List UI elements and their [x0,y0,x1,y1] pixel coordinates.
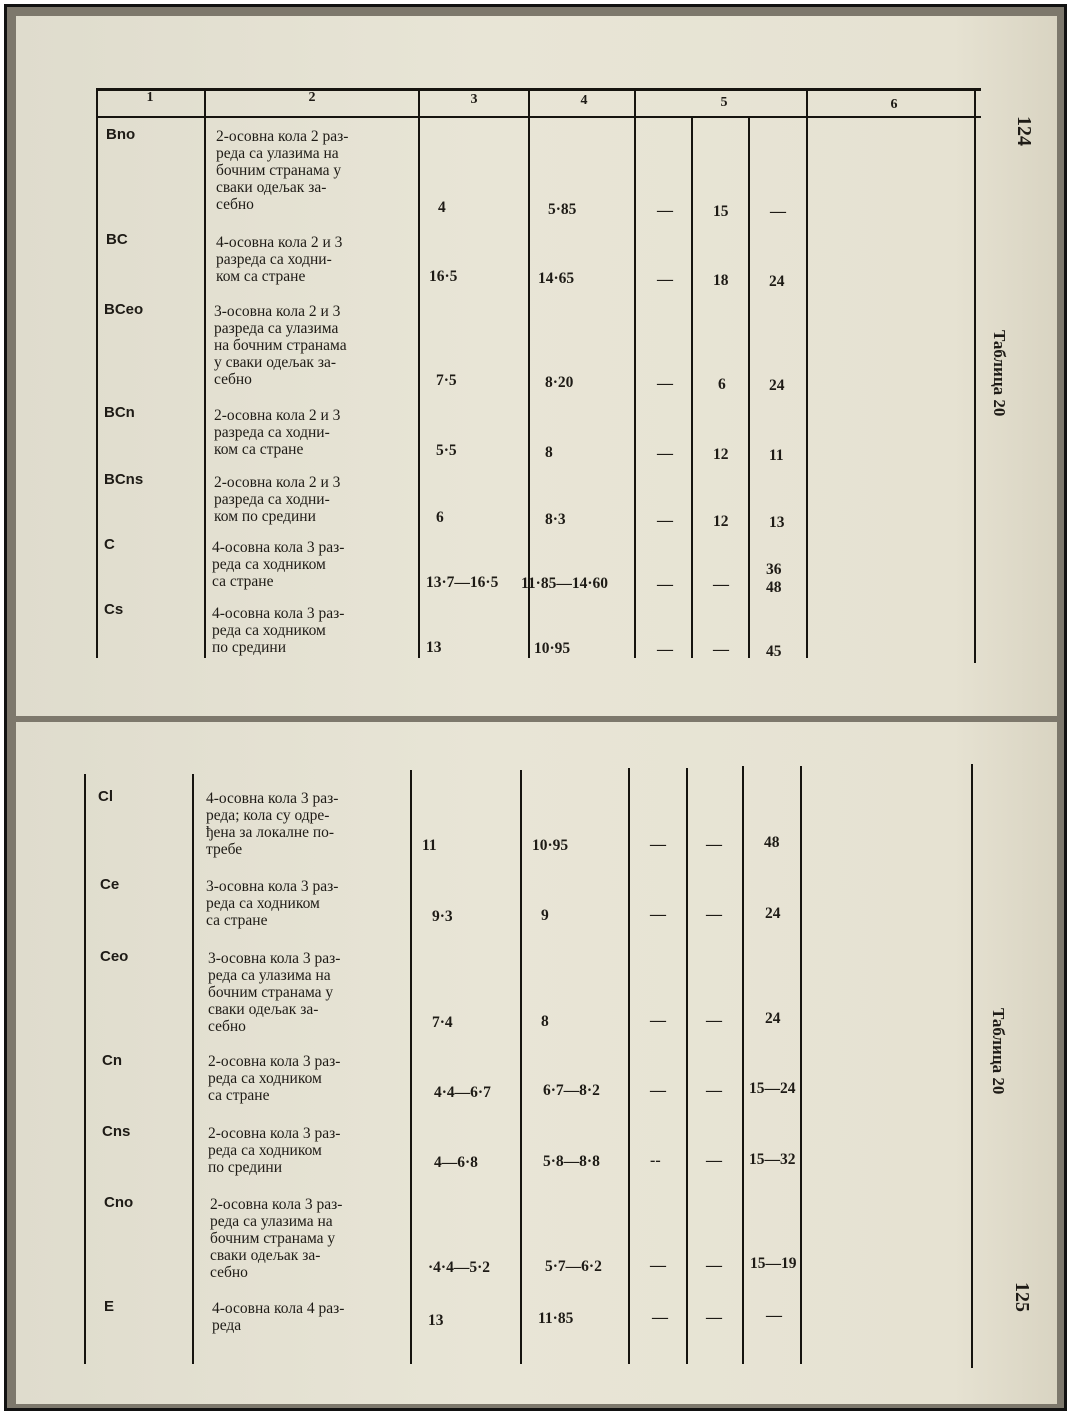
cell-col4: 10·95 [532,837,569,854]
cell-col3: 9·3 [432,908,453,925]
page-number: 124 [1013,116,1035,146]
row-description: 2-осовна кола 2 и 3 разреда са ходни- ком по средини [214,474,341,525]
row-description: 2-осовна кола 3 раз- реда са улазима на бочним странама у сваки одељак за- себно [210,1196,343,1281]
row-description: 3-осовна кола 3 раз- реда са ходником са стране [206,878,339,929]
col-rule-6 [800,766,802,1364]
cell-col5a: — [650,906,666,923]
col-rule-end [974,88,976,663]
table-side-title: Таблица 20 [990,330,1009,417]
cell-col5b: — [713,576,729,593]
col-rule-5 [628,768,630,1364]
cell-col5a: — [650,1082,666,1099]
row-code: BCeo [104,301,144,318]
header-col-4: 4 [580,93,588,108]
cell-col4: 8·3 [545,511,566,528]
row-description: 4-осовна кола 2 и 3 разреда са ходни- ком са стране [216,234,343,285]
cell-col5a: — [657,512,673,529]
cell-col5b: — [713,641,729,658]
cell-col5b: 6 [718,376,726,393]
cell-col4: 11·85 [538,1310,574,1327]
row-description: 3-осовна кола 2 и 3 разреда са улазима на бочним странама у сваки одељак за- себно [214,303,347,388]
cell-col5c: 15—24 [749,1080,796,1097]
page-number: 125 [1011,1282,1033,1312]
row-code: Cn [102,1052,122,1069]
row-description: 4-осовна кола 4 раз- реда [212,1300,345,1334]
cell-col5b: 15 [713,203,729,220]
cell-col3: 13·7—16·5 [426,574,499,591]
cell-col5c: 24 [765,905,781,922]
cell-col3: ·4·4—5·2 [428,1259,491,1276]
header-col-6: 6 [890,97,898,112]
header-col-1: 1 [146,90,154,105]
cell-col5c: 24 [769,273,785,290]
cell-col3: 6 [436,509,444,526]
row-description: 2-осовна кола 2 раз- реда са улазима на бочним странама у сваки одељак за- себно [216,128,349,213]
row-code: E [104,1298,115,1315]
cell-col5b: 12 [713,513,729,530]
header-rule [96,116,981,118]
cell-col5a: — [650,836,666,853]
col-rule-3 [418,88,420,658]
cell-col5a: — [657,641,673,658]
row-description: 4-осовна кола 3 раз- реда са ходником са стране [212,539,345,590]
cell-col3: 4—6·8 [434,1154,478,1171]
header-col-3: 3 [470,92,478,107]
cell-col5c: 45 [766,643,782,660]
cell-col5b: 18 [713,272,729,289]
cell-col5c: 48 [764,834,780,851]
header-col-5: 5 [720,95,728,110]
col-rule-6 [806,88,808,658]
row-description: 3-осовна кола 3 раз- реда са улазима на бочним странама у сваки одељак за- себно [208,950,341,1035]
col-rule-5 [634,88,636,658]
cell-col4: 14·65 [538,270,575,287]
cell-col5a: — [657,445,673,462]
row-code: BCn [104,404,135,421]
cell-col5a: — [652,1309,668,1326]
cell-col4: 8·20 [545,374,574,391]
cell-col5a: — [650,1257,666,1274]
cell-col5a: — [657,375,673,392]
row-description: 4-осовна кола 3 раз- реда са ходником по средини [212,605,345,656]
row-code: Cs [104,601,124,618]
cell-col3: 16·5 [429,268,458,285]
cell-col4: 5·85 [548,201,577,218]
cell-col5a: — [657,576,673,593]
col-rule-4 [520,770,522,1364]
col-rule-4 [528,88,530,658]
table-top-rule [96,88,981,91]
table-side-title: Таблица 20 [989,1008,1008,1095]
cell-col3: 5·5 [436,442,457,459]
col-rule-end [971,764,973,1368]
cell-col5b: — [706,836,722,853]
cell-col5b: — [706,1012,722,1029]
cell-col5a: — [650,1012,666,1029]
row-code: Cl [98,788,113,805]
cell-col5a: — [657,202,673,219]
cell-col4: 10·95 [534,640,571,657]
cell-col5c: 24 [769,377,785,394]
cell-col5c: — [766,1307,782,1324]
cell-col4: 5·7—6·2 [545,1258,602,1275]
cell-col5b: — [706,1309,722,1326]
cell-col5b: — [706,1082,722,1099]
cell-col5a: — [657,271,673,288]
row-description: 2-осовна кола 2 и 3 разреда са ходни- ком са стране [214,407,341,458]
cell-col3: 13 [428,1312,444,1329]
col-rule-5b [742,766,744,1364]
cell-col4: 8 [545,444,553,461]
cell-col4: 5·8—8·8 [543,1153,600,1170]
row-code: Bno [106,126,136,143]
cell-col5c: 13 [769,514,785,531]
cell-col5b: — [706,1257,722,1274]
cell-col4: 6·7—8·2 [543,1082,600,1099]
col-rule-1 [84,774,86,1364]
col-rule-5b [748,116,750,658]
row-description: 4-осовна кола 3 раз- реда; кола су одре- ђена за локалне по- требе [206,790,339,858]
row-code: Ce [100,876,120,893]
col-rule-2 [192,774,194,1364]
cell-col5c: 15—32 [749,1151,796,1168]
cell-col4: 9 [541,907,549,924]
cell-col3: 7·5 [436,372,457,389]
row-code: Ceo [100,948,129,965]
row-description: 2-осовна кола 3 раз- реда са ходником по средини [208,1125,341,1176]
cell-col5c: — [770,203,786,220]
cell-col5c: 24 [765,1010,781,1027]
col-rule-2 [204,88,206,658]
cell-col4: 8 [541,1013,549,1030]
cell-col5c: 11 [769,447,784,464]
cell-col5b: — [706,1152,722,1169]
row-code: BC [106,231,128,248]
cell-col5c: 36 48 [766,561,782,596]
cell-col5a: -- [650,1152,661,1169]
cell-col3: 4 [438,199,446,216]
col-rule-3 [410,770,412,1364]
cell-col5b: — [706,906,722,923]
header-col-2: 2 [308,90,316,105]
cell-col3: 11 [422,837,437,854]
col-rule-5a [691,116,693,658]
row-code: C [104,536,115,553]
row-description: 2-осовна кола 3 раз- реда са ходником са стране [208,1053,341,1104]
cell-col4: 11·85—14·60 [521,575,608,592]
col-rule-5a [686,768,688,1364]
cell-col3: 13 [426,639,442,656]
row-code: Cno [104,1194,134,1211]
cell-col5b: 12 [713,446,729,463]
page-125 [16,722,1057,1404]
cell-col3: 7·4 [432,1014,453,1031]
row-code: Cns [102,1123,131,1140]
col-rule-1 [96,88,98,658]
cell-col5c: 15—19 [750,1255,797,1272]
page-124 [16,16,1057,716]
cell-col3: 4·4—6·7 [434,1084,491,1101]
row-code: BCns [104,471,144,488]
